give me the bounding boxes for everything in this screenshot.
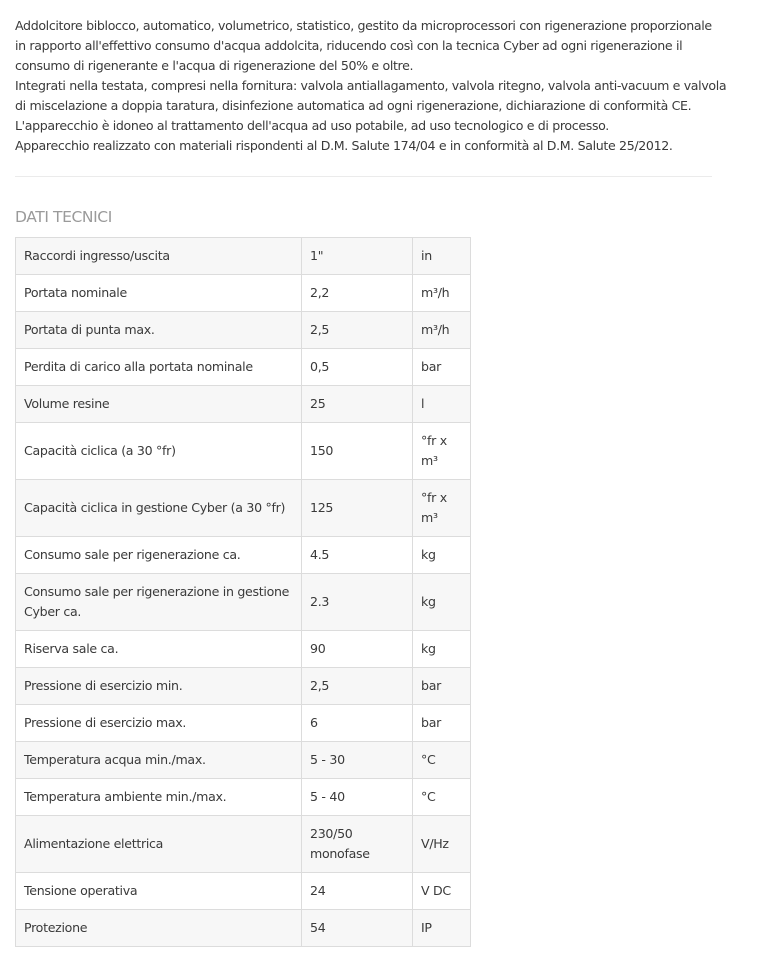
description-line: in rapporto all'effettivo consumo d'acqua addolcita, riducendo così con la tecnica Cyber ad ogni rigenerazione il bbox=[15, 38, 683, 53]
spec-value: 2.3 bbox=[302, 574, 413, 631]
table-row bbox=[16, 349, 471, 386]
technical-specs-table bbox=[15, 237, 471, 947]
table-row bbox=[16, 312, 471, 349]
table-row bbox=[16, 873, 471, 910]
table-row bbox=[16, 386, 471, 423]
spec-label: Alimentazione elettrica bbox=[16, 816, 302, 873]
table-row bbox=[16, 779, 471, 816]
spec-unit: °C bbox=[413, 779, 471, 816]
table-row bbox=[16, 423, 471, 480]
spec-unit: bar bbox=[413, 668, 471, 705]
spec-label: Perdita di carico alla portata nominale bbox=[16, 349, 302, 386]
table-row bbox=[16, 574, 471, 631]
table-row bbox=[16, 238, 471, 275]
spec-label: Portata nominale bbox=[16, 275, 302, 312]
spec-value: 230/50 monofase bbox=[302, 816, 413, 873]
table-row bbox=[16, 631, 471, 668]
spec-unit: IP bbox=[413, 910, 471, 947]
section-divider bbox=[15, 176, 712, 177]
spec-unit: in bbox=[413, 238, 471, 275]
spec-value: 0,5 bbox=[302, 349, 413, 386]
spec-value: 1" bbox=[302, 238, 413, 275]
spec-value: 125 bbox=[302, 480, 413, 537]
spec-value: 24 bbox=[302, 873, 413, 910]
spec-unit: kg bbox=[413, 631, 471, 668]
spec-label: Capacità ciclica (a 30 °fr) bbox=[16, 423, 302, 480]
table-row bbox=[16, 537, 471, 574]
spec-value: 2,5 bbox=[302, 312, 413, 349]
table-row bbox=[16, 742, 471, 779]
spec-unit: bar bbox=[413, 705, 471, 742]
spec-unit: °fr x m³ bbox=[413, 423, 471, 480]
spec-unit: V/Hz bbox=[413, 816, 471, 873]
table-row bbox=[16, 275, 471, 312]
spec-label: Temperatura ambiente min./max. bbox=[16, 779, 302, 816]
spec-label: Temperatura acqua min./max. bbox=[16, 742, 302, 779]
spec-label: Capacità ciclica in gestione Cyber (a 30 °fr) bbox=[16, 480, 302, 537]
description-line: di miscelazione a doppia taratura, disinfezione automatica ad ogni rigenerazione, dichiarazione di conformità CE. bbox=[15, 98, 692, 113]
description-line: Integrati nella testata, compresi nella fornitura: valvola antiallagamento, valvola ritegno, valvola anti-vacuum e valvola bbox=[15, 78, 727, 93]
spec-label: Volume resine bbox=[16, 386, 302, 423]
spec-unit: l bbox=[413, 386, 471, 423]
spec-label: Consumo sale per rigenerazione ca. bbox=[16, 537, 302, 574]
spec-value: 150 bbox=[302, 423, 413, 480]
spec-unit: m³/h bbox=[413, 312, 471, 349]
spec-unit: V DC bbox=[413, 873, 471, 910]
spec-value: 5 - 40 bbox=[302, 779, 413, 816]
spec-value: 2,5 bbox=[302, 668, 413, 705]
section-title: DATI TECNICI bbox=[15, 208, 112, 226]
description-line: consumo di rigenerante e l'acqua di rigenerazione del 50% e oltre. bbox=[15, 58, 414, 73]
spec-label: Portata di punta max. bbox=[16, 312, 302, 349]
spec-unit: kg bbox=[413, 574, 471, 631]
spec-unit: °fr x m³ bbox=[413, 480, 471, 537]
table-row bbox=[16, 910, 471, 947]
table-row bbox=[16, 480, 471, 537]
description-line: L'apparecchio è idoneo al trattamento dell'acqua ad uso potabile, ad uso tecnologico e di processo. bbox=[15, 118, 609, 133]
spec-label: Protezione bbox=[16, 910, 302, 947]
spec-unit: bar bbox=[413, 349, 471, 386]
spec-value: 54 bbox=[302, 910, 413, 947]
spec-unit: °C bbox=[413, 742, 471, 779]
spec-value: 6 bbox=[302, 705, 413, 742]
product-description bbox=[15, 16, 727, 156]
table-row bbox=[16, 705, 471, 742]
spec-value: 4.5 bbox=[302, 537, 413, 574]
spec-value: 5 - 30 bbox=[302, 742, 413, 779]
spec-value: 90 bbox=[302, 631, 413, 668]
description-line: Apparecchio realizzato con materiali rispondenti al D.M. Salute 174/04 e in conformità al D.M. Salute 25/2012. bbox=[15, 138, 673, 153]
table-row bbox=[16, 816, 471, 873]
table-row bbox=[16, 668, 471, 705]
spec-unit: kg bbox=[413, 537, 471, 574]
description-line: Addolcitore biblocco, automatico, volumetrico, statistico, gestito da microprocessori con rigenerazione proporzionale bbox=[15, 18, 712, 33]
spec-unit: m³/h bbox=[413, 275, 471, 312]
spec-label: Riserva sale ca. bbox=[16, 631, 302, 668]
spec-label: Tensione operativa bbox=[16, 873, 302, 910]
spec-label: Pressione di esercizio max. bbox=[16, 705, 302, 742]
spec-value: 25 bbox=[302, 386, 413, 423]
spec-label: Pressione di esercizio min. bbox=[16, 668, 302, 705]
spec-value: 2,2 bbox=[302, 275, 413, 312]
spec-label: Raccordi ingresso/uscita bbox=[16, 238, 302, 275]
spec-label: Consumo sale per rigenerazione in gestione Cyber ca. bbox=[16, 574, 302, 631]
